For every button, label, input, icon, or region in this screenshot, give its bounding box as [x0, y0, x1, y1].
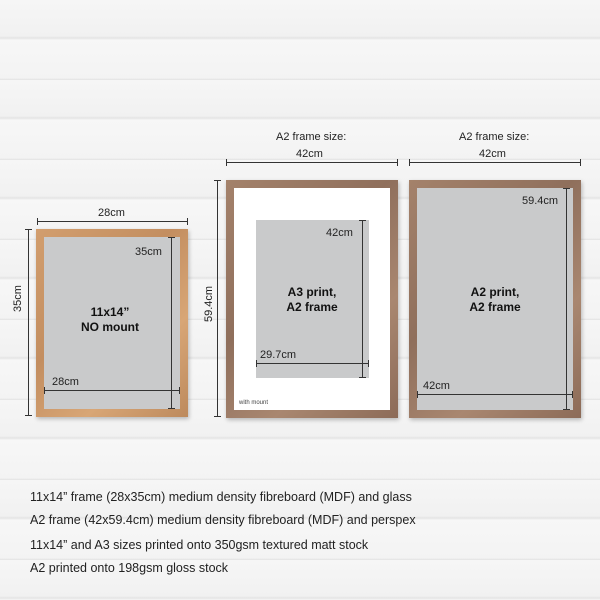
- frame3-size-value: 42cm: [479, 148, 506, 160]
- description-line: 11x14” and A3 sizes printed onto 350gsm textured matt stock: [30, 538, 369, 552]
- frame3-inner-width-line: [417, 394, 573, 395]
- frame3-inner-width-label: 42cm: [423, 380, 450, 392]
- frame2-print-label-line2: A2 frame: [286, 300, 338, 314]
- frame1-print-label-line2: NO mount: [81, 320, 139, 334]
- frame3-inner-height-line: [566, 188, 567, 410]
- frame1-print-label-line1: 11x14”: [90, 305, 130, 319]
- frame2-inner-width-line: [256, 363, 369, 364]
- frame1-inner-height-line: [171, 237, 172, 409]
- frame2-size-title: A2 frame size:: [276, 131, 347, 143]
- frame2-inner-height-line: [362, 220, 363, 378]
- frame1-height-label: 35cm: [12, 285, 24, 312]
- frame1-width-label: 28cm: [98, 207, 125, 219]
- frame3-inner-height-label: 59.4cm: [522, 195, 559, 207]
- description-line: 11x14” frame (28x35cm) medium density fibreboard (MDF) and glass: [30, 490, 412, 504]
- frame3-print-label-line1: A2 print,: [470, 285, 520, 299]
- frame1-width-dimension-line: [37, 221, 188, 222]
- frame3-size-title: A2 frame size:: [459, 131, 530, 143]
- frame1-inner-width-line: [44, 390, 180, 391]
- frame2-print-label: [262, 285, 362, 315]
- frame2-height-dimension-line: [217, 180, 218, 417]
- frame3-width-dimension-line: [409, 162, 581, 163]
- description-line: A2 frame (42x59.4cm) medium density fibreboard (MDF) and perspex: [30, 513, 416, 527]
- frame1-print-label: [60, 305, 160, 335]
- frame2-width-dimension-line: [226, 162, 398, 163]
- frame2-mount-note: with mount: [239, 400, 269, 406]
- frame1-inner-width-label: 28cm: [52, 376, 79, 388]
- frame2-print-label-line1: A3 print,: [287, 285, 337, 299]
- description-line: A2 printed onto 198gsm gloss stock: [30, 561, 229, 575]
- frame1-height-dimension-line: [28, 229, 29, 416]
- frame2-size-value: 42cm: [296, 148, 323, 160]
- frame1-inner-height-label: 35cm: [135, 246, 162, 258]
- frame3-print-label: [445, 285, 545, 315]
- frame2-inner-width-label: 29.7cm: [260, 349, 297, 361]
- frame2-height-label: 59.4cm: [203, 285, 215, 322]
- frame3-print-label-line2: A2 frame: [469, 300, 521, 314]
- frame2-inner-height-label: 42cm: [326, 227, 353, 239]
